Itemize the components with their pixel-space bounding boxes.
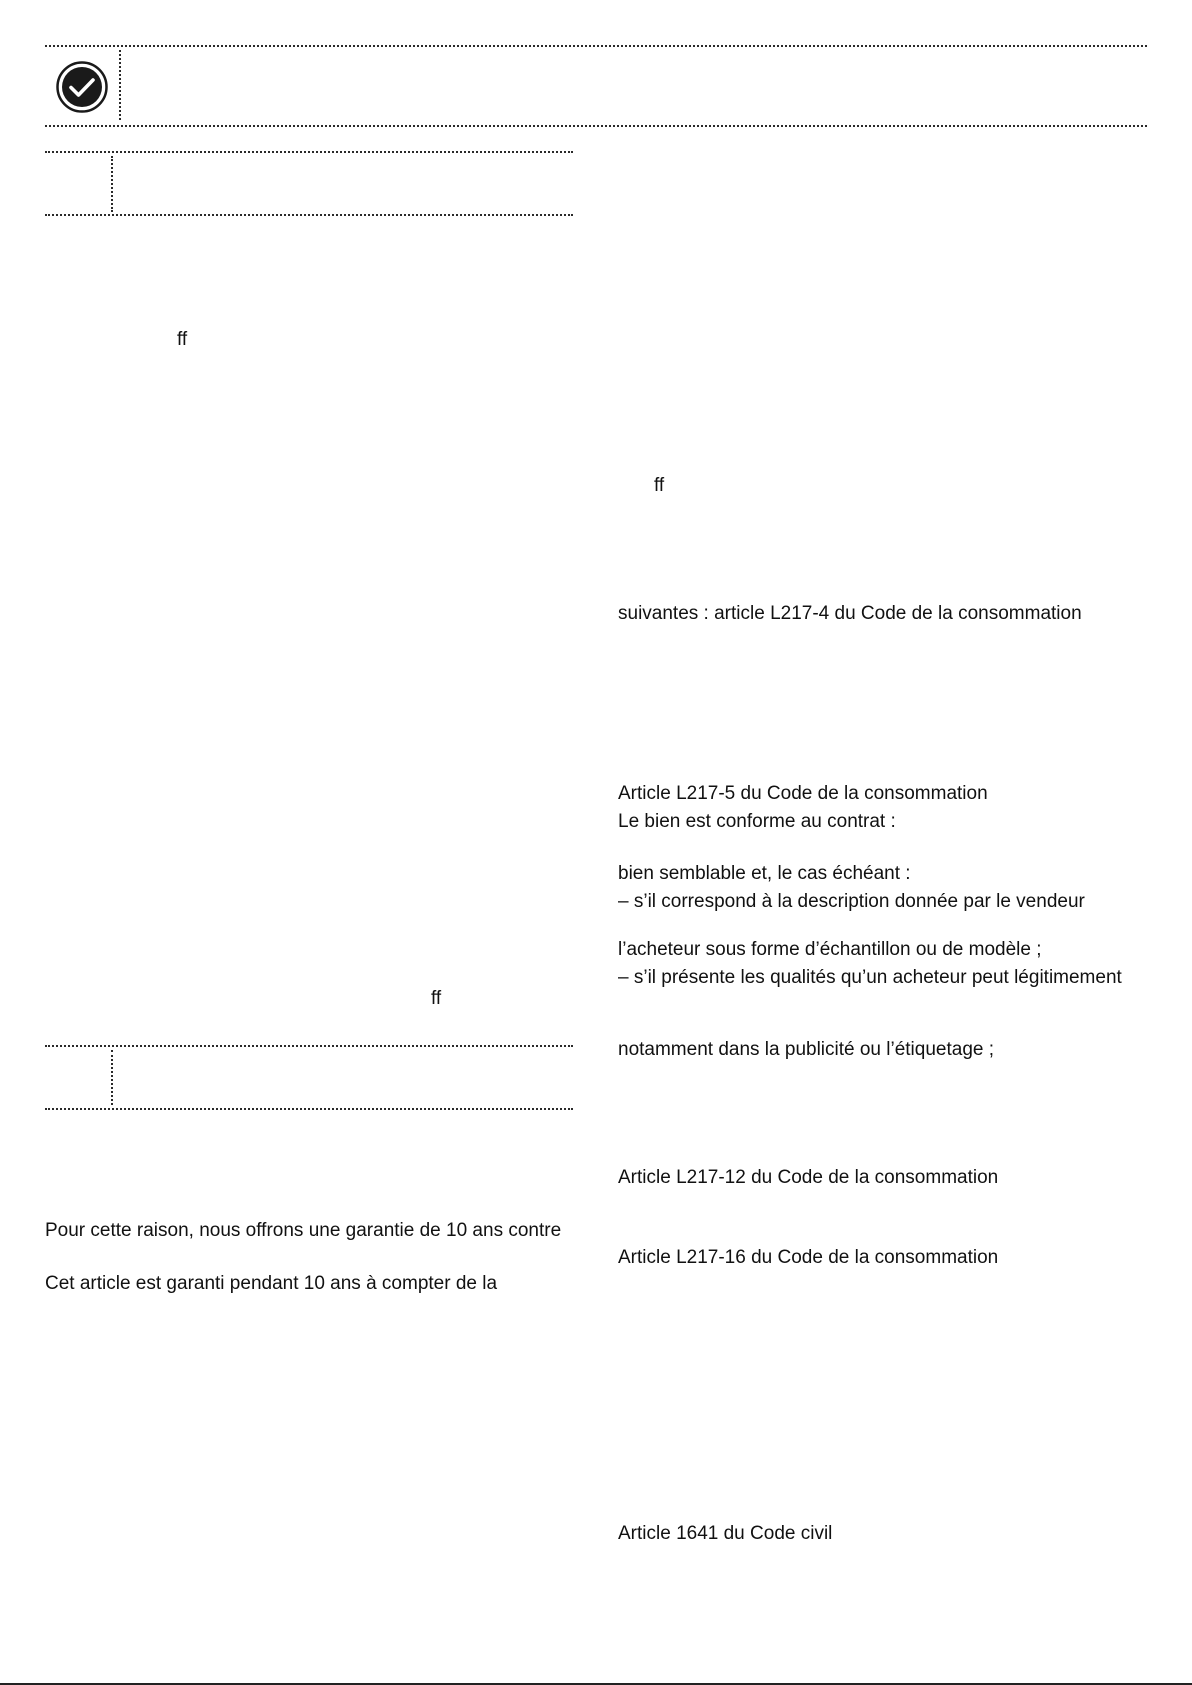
body-text-line: bien semblable et, le cas échéant : [618, 863, 911, 884]
article-heading: Article L217-5 du Code de la consommation [618, 783, 988, 804]
warranty-line: Cet article est garanti pendant 10 ans à compter de la [45, 1273, 498, 1294]
header-top-rule [45, 45, 1147, 47]
section-box-2-top-rule [45, 1045, 573, 1047]
ligature-glyph-right-1: ff [654, 475, 665, 496]
section-box-1-top-rule [45, 151, 573, 153]
article-heading: Article 1641 du Code civil [618, 1523, 833, 1544]
ligature-glyph-left-2: ff [431, 988, 442, 1009]
header-bottom-rule [45, 125, 1147, 127]
body-text-line: – s’il correspond à la description donnée par le vendeur [618, 891, 1085, 912]
section-box-2-divider [111, 1050, 113, 1105]
section-box-1-bottom-rule [45, 214, 573, 216]
body-text-line: l’acheteur sous forme d’échantillon ou de modèle ; [618, 939, 1042, 960]
warranty-line: Pour cette raison, nous offrons une garantie de 10 ans contre [45, 1220, 562, 1241]
check-circle-icon [56, 61, 108, 113]
body-text-line: suivantes : article L217-4 du Code de la consommation [618, 603, 1082, 624]
article-heading: Article L217-12 du Code de la consommation [618, 1167, 999, 1188]
section-box-2-bottom-rule [45, 1108, 573, 1110]
article-heading: Article L217-16 du Code de la consommation [618, 1247, 999, 1268]
body-text-line: – s’il présente les qualités qu’un acheteur peut légitimement [618, 967, 1122, 988]
ligature-glyph-left-1: ff [177, 329, 188, 350]
body-text-line: notamment dans la publicité ou l’étiquetage ; [618, 1039, 995, 1060]
header-divider [119, 50, 121, 120]
section-box-1-divider [111, 156, 113, 212]
body-text-line: Le bien est conforme au contrat : [618, 811, 896, 832]
